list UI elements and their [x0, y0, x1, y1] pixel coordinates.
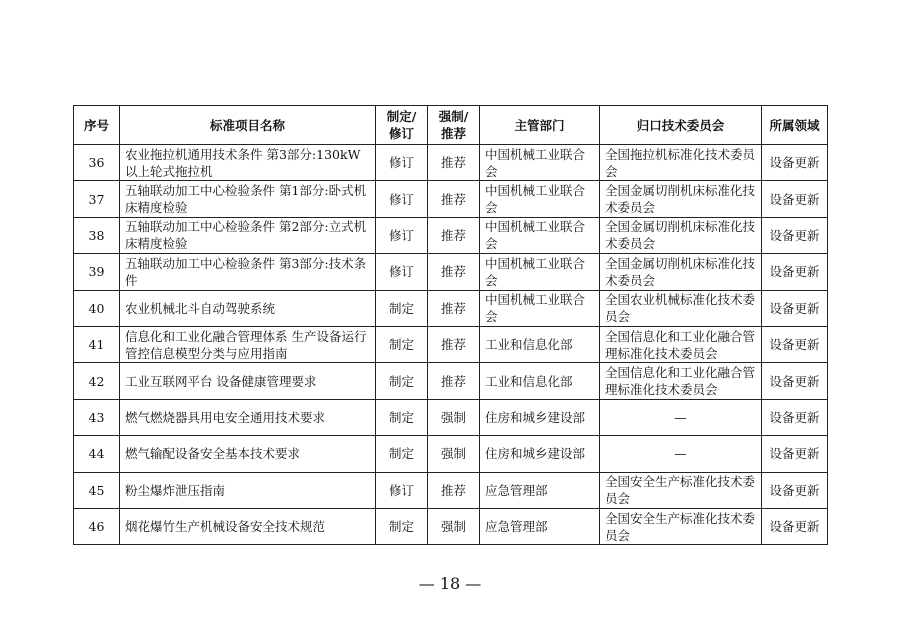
cell-name: 工业互联网平台 设备健康管理要求: [120, 363, 376, 399]
header-name: 标准项目名称: [120, 106, 376, 145]
cell-name: 信息化和工业化融合管理体系 生产设备运行管控信息模型分类与应用指南: [120, 326, 376, 362]
cell-committee: 全国金属切削机床标准化技术委员会: [600, 217, 762, 253]
table-row: [74, 217, 828, 253]
header-committee: 归口技术委员会: [600, 106, 762, 145]
cell-dept: 中国机械工业联合会: [480, 254, 600, 290]
cell-mandatory: 强制: [428, 508, 480, 544]
cell-type: 制定: [376, 326, 428, 362]
cell-no: 43: [74, 399, 120, 435]
cell-type: 修订: [376, 472, 428, 508]
cell-type: 修订: [376, 217, 428, 253]
cell-committee: 全国信息化和工业化融合管理标准化技术委员会: [600, 326, 762, 362]
cell-name: 燃气输配设备安全基本技术要求: [120, 436, 376, 472]
cell-name: 烟花爆竹生产机械设备安全技术规范: [120, 508, 376, 544]
cell-mandatory: 推荐: [428, 472, 480, 508]
cell-type: 制定: [376, 436, 428, 472]
cell-field: 设备更新: [762, 472, 828, 508]
cell-dept: 中国机械工业联合会: [480, 145, 600, 181]
cell-type: 制定: [376, 363, 428, 399]
cell-type: 制定: [376, 508, 428, 544]
table-row: [74, 145, 828, 181]
table-row: [74, 326, 828, 362]
cell-committee: 全国金属切削机床标准化技术委员会: [600, 254, 762, 290]
cell-name: 农业拖拉机通用技术条件 第3部分:130kW以上轮式拖拉机: [120, 145, 376, 181]
table-row: [74, 436, 828, 472]
cell-field: 设备更新: [762, 181, 828, 217]
table-row: [74, 399, 828, 435]
cell-no: 39: [74, 254, 120, 290]
cell-name: 粉尘爆炸泄压指南: [120, 472, 376, 508]
cell-mandatory: 推荐: [428, 254, 480, 290]
cell-committee: —: [600, 436, 762, 472]
cell-dept: 住房和城乡建设部: [480, 399, 600, 435]
cell-name: 五轴联动加工中心检验条件 第3部分:技术条件: [120, 254, 376, 290]
cell-committee: 全国信息化和工业化融合管理标准化技术委员会: [600, 363, 762, 399]
cell-committee: 全国金属切削机床标准化技术委员会: [600, 181, 762, 217]
cell-field: 设备更新: [762, 363, 828, 399]
cell-dept: 住房和城乡建设部: [480, 436, 600, 472]
header-type: [376, 106, 428, 145]
cell-type: 修订: [376, 181, 428, 217]
cell-no: 36: [74, 145, 120, 181]
cell-dept: 工业和信息化部: [480, 363, 600, 399]
cell-committee: 全国拖拉机标准化技术委员会: [600, 145, 762, 181]
cell-field: 设备更新: [762, 436, 828, 472]
header-mandatory: [428, 106, 480, 145]
table-row: [74, 508, 828, 544]
page-number: — 18 —: [418, 574, 482, 593]
cell-mandatory: 强制: [428, 399, 480, 435]
table-row: [74, 254, 828, 290]
cell-name: 燃气燃烧器具用电安全通用技术要求: [120, 399, 376, 435]
cell-no: 42: [74, 363, 120, 399]
cell-no: 41: [74, 326, 120, 362]
cell-type: 制定: [376, 290, 428, 326]
header-mandatory-line2: 推荐: [440, 126, 466, 141]
header-mandatory-line1: 强制/: [438, 109, 469, 124]
cell-name: 农业机械北斗自动驾驶系统: [120, 290, 376, 326]
cell-committee: 全国安全生产标准化技术委员会: [600, 508, 762, 544]
cell-mandatory: 推荐: [428, 363, 480, 399]
header-type-line1: 制定/: [386, 109, 417, 124]
cell-type: 制定: [376, 399, 428, 435]
cell-field: 设备更新: [762, 508, 828, 544]
cell-name: 五轴联动加工中心检验条件 第1部分:卧式机床精度检验: [120, 181, 376, 217]
cell-no: 38: [74, 217, 120, 253]
cell-committee: 全国安全生产标准化技术委员会: [600, 472, 762, 508]
cell-field: 设备更新: [762, 326, 828, 362]
cell-no: 46: [74, 508, 120, 544]
cell-mandatory: 推荐: [428, 217, 480, 253]
cell-field: 设备更新: [762, 399, 828, 435]
cell-field: 设备更新: [762, 290, 828, 326]
cell-dept: 应急管理部: [480, 472, 600, 508]
cell-mandatory: 推荐: [428, 181, 480, 217]
cell-mandatory: 推荐: [428, 145, 480, 181]
standards-table-container: [73, 105, 827, 545]
cell-dept: 中国机械工业联合会: [480, 290, 600, 326]
table-row: [74, 290, 828, 326]
cell-committee: 全国农业机械标准化技术委员会: [600, 290, 762, 326]
cell-mandatory: 推荐: [428, 290, 480, 326]
cell-name: 五轴联动加工中心检验条件 第2部分:立式机床精度检验: [120, 217, 376, 253]
cell-no: 37: [74, 181, 120, 217]
cell-type: 修订: [376, 145, 428, 181]
table-row: [74, 181, 828, 217]
standards-table: [73, 105, 828, 545]
cell-dept: 应急管理部: [480, 508, 600, 544]
cell-type: 修订: [376, 254, 428, 290]
header-type-line2: 修订: [388, 126, 414, 141]
table-row: [74, 472, 828, 508]
table-row: [74, 363, 828, 399]
header-field: 所属领域: [762, 106, 828, 145]
cell-field: 设备更新: [762, 254, 828, 290]
cell-dept: 工业和信息化部: [480, 326, 600, 362]
cell-mandatory: 强制: [428, 436, 480, 472]
cell-field: 设备更新: [762, 145, 828, 181]
cell-committee: —: [600, 399, 762, 435]
cell-no: 45: [74, 472, 120, 508]
cell-no: 40: [74, 290, 120, 326]
cell-field: 设备更新: [762, 217, 828, 253]
cell-no: 44: [74, 436, 120, 472]
header-no: 序号: [74, 106, 120, 145]
cell-dept: 中国机械工业联合会: [480, 217, 600, 253]
cell-dept: 中国机械工业联合会: [480, 181, 600, 217]
cell-mandatory: 推荐: [428, 326, 480, 362]
table-header-row: [74, 106, 828, 145]
header-dept: 主管部门: [480, 106, 600, 145]
